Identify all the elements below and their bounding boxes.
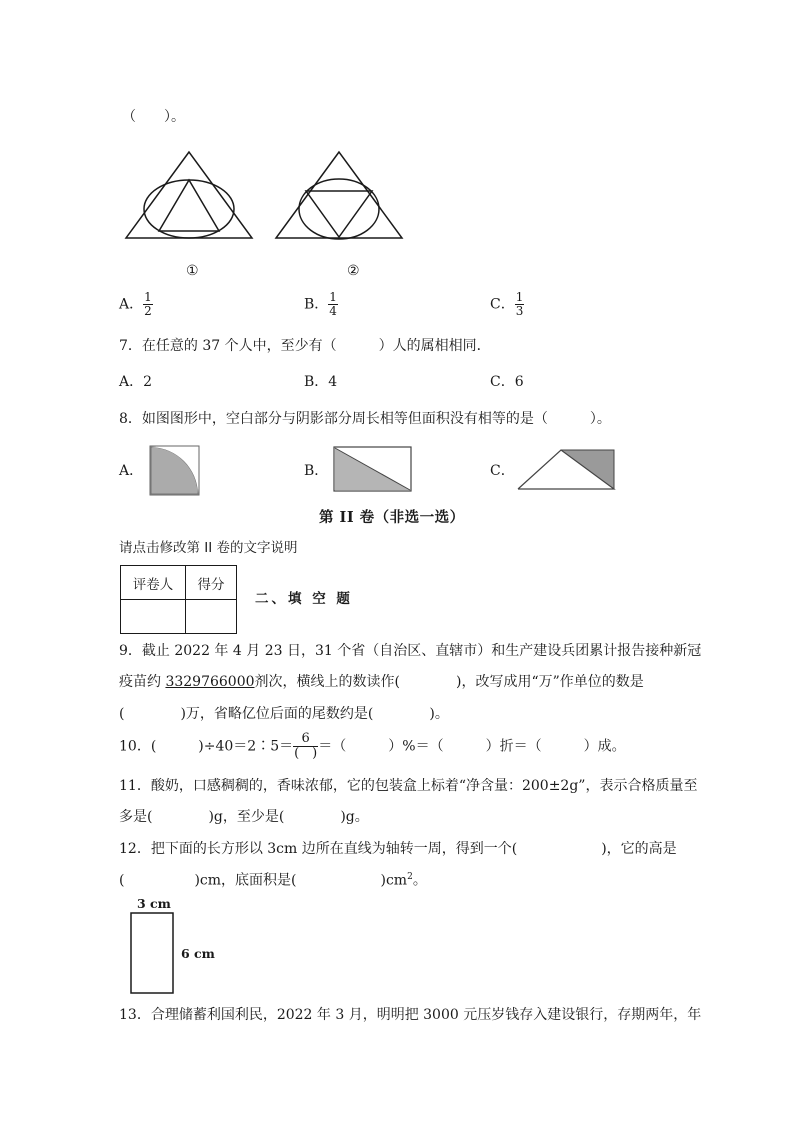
part-2-note[interactable]: 请点击修改第 II 卷的文字说明	[119, 540, 298, 556]
q8-option-c[interactable]: C．	[490, 463, 515, 479]
figure-label-1: ①	[186, 263, 199, 279]
score-table-header-score: 得分	[186, 566, 237, 600]
question-9-line-1: 9．截止 2022 年 4 月 23 日，31 个省（自治区、直辖市）和生产建设兵团累计报告接种新冠	[119, 643, 702, 659]
part-2-title: 第 II 卷（非选一选）	[319, 509, 465, 526]
q8-option-a[interactable]: A．	[119, 463, 144, 479]
rect-label-height: 6 cm	[181, 946, 215, 961]
fraction: $\frac{6}{( )}$	[294, 731, 318, 762]
q7-option-c[interactable]: C．6	[490, 374, 524, 390]
section-title-fill-in: 二、填 空 题	[255, 591, 353, 607]
underlined-number: 3329766000	[165, 674, 255, 690]
question-12-line-2: ( )cm，底面积是( )$cm^2$。	[119, 872, 427, 889]
q8-option-b[interactable]: B．	[304, 463, 329, 479]
question-11-line-2: 多是( )g，至少是( )g。	[119, 809, 369, 825]
question-8-text: 8．如图图形中，空白部分与阴影部分周长相等但面积没有相等的是（ ）。	[119, 411, 611, 427]
question-9-line-3: ( )万，省略亿位后面的尾数约是( )。	[119, 706, 449, 722]
question-6-paren: （ ）。	[122, 109, 185, 125]
question-9-line-2: 疫苗约 3329766000剂次，横线上的数读作( )，改写成用“万”作单位的数是	[119, 674, 644, 690]
question-10: 10．( )÷40＝2∶5＝ $\frac{6}{( )}$ ＝（ ）%＝（ ）折＝（ ）成。	[119, 731, 626, 762]
q6-option-b[interactable]: B． $\frac{1}{4}$	[304, 290, 337, 319]
fraction: $\frac{1}{2}$	[144, 290, 152, 319]
fraction: $\frac{1}{3}$	[515, 290, 524, 319]
q7-option-a[interactable]: A．2	[119, 374, 153, 390]
question-13-line-1: 13．合理储蓄利国利民，2022 年 3 月，明明把 3000 元压岁钱存入建设银行，存期两年，年	[119, 1007, 702, 1023]
question-7-text: 7．在任意的 37 个人中，至少有（ ）人的属相相同．	[119, 338, 491, 354]
q6-option-c[interactable]: C． $\frac{1}{3}$	[490, 290, 524, 319]
question-12-line-1: 12．把下面的长方形以 3cm 边所在直线为轴转一周，得到一个( )，它的高是	[119, 841, 677, 857]
question-11-line-1: 11．酸奶，口感稠稠的，香味浓郁，它的包装盒上标着“净含量：200±2g”，表示合格质量至	[119, 778, 698, 794]
q6-option-a[interactable]: A． $\frac{1}{2}$	[119, 290, 152, 319]
q7-option-b[interactable]: B．4	[304, 374, 338, 390]
fraction: $\frac{1}{4}$	[329, 290, 337, 319]
figure-label-2: ②	[347, 263, 360, 279]
score-table-header-grader: 评卷人	[121, 566, 186, 600]
rect-label-width: 3 cm	[137, 896, 171, 911]
